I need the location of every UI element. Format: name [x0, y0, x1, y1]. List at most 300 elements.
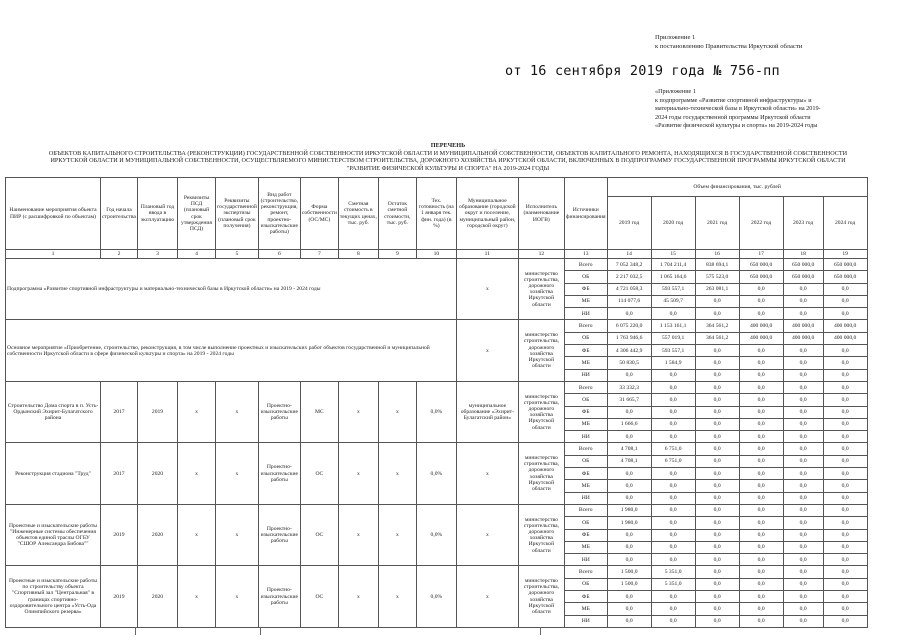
funding-value: 400 000,0 — [783, 320, 823, 332]
sub-appendix-line-4: 2024 годы государственной программы Иркутской области — [655, 113, 811, 121]
object-psd: х — [178, 566, 216, 627]
column-number: 19 — [823, 250, 867, 259]
executor-cell: министерство строительства, дорожного хозяйства Иркутской области — [518, 504, 564, 565]
funding-value: 0,0 — [651, 394, 695, 406]
funding-source: НИ — [564, 554, 607, 566]
object-start: 2019 — [101, 566, 138, 627]
funding-value: 0,0 — [695, 357, 739, 369]
funding-value: 0,0 — [651, 615, 695, 627]
program-name: Подпрограмма «Развитие спортивной инфраструктуры и материально-технической базы в Иркутской области» на 2019 - 2024 годы — [6, 259, 457, 320]
funding-value: 0,0 — [695, 394, 739, 406]
column-header: Муниципальное образование (городской округ и поселение, муниципальный район, городской округ) — [456, 178, 518, 250]
appendix-line-2: к постановлению Правительства Иркутской области — [655, 43, 803, 50]
funding-value: 0,0 — [783, 431, 823, 443]
funding-value: 0,0 — [823, 591, 867, 603]
funding-value: 0,0 — [695, 578, 739, 590]
funding-value: 0,0 — [607, 615, 651, 627]
object-name: Проектные и изыскательские работы по строительству объекта "Спортивный зал "Центральная" в границах спортивно-оздоровительного центра «Усть-Ода Олимпийского резерва» — [6, 566, 101, 627]
funding-value: 0,0 — [739, 578, 783, 590]
object-start: 2017 — [101, 381, 138, 442]
object-cost: х — [338, 504, 378, 565]
object-rest: х — [378, 381, 416, 442]
title-line-2: ОБЪЕКТОВ КАПИТАЛЬНОГО СТРОИТЕЛЬСТВА (РЕКОНСТРУКЦИИ) ГОСУДАРСТВЕННОЙ СОБСТВЕННОСТИ ИРКУТСКОЙ ОБЛАСТИ И МУНИЦИПАЛЬНОЙ СОБСТВЕННОСТИ, ОБЪЕКТОВ КАПИТАЛЬНОГО РЕМОНТА, НАХОДЯЩИХСЯ В ГОСУДАРСТВЕННОЙ СОБСТВЕННОСТИ — [48, 149, 848, 157]
funding-value: 0,0 — [695, 418, 739, 430]
funding-source: ФБ — [564, 283, 607, 295]
funding-value: 0,0 — [651, 406, 695, 418]
column-number: 17 — [739, 250, 783, 259]
funding-value: 0,0 — [695, 455, 739, 467]
funding-value: 0,0 — [739, 357, 783, 369]
municipality-cell: х — [456, 320, 518, 381]
column-number-row — [6, 250, 868, 259]
funding-value: 0,0 — [739, 504, 783, 516]
funding-value: 650 000,0 — [783, 259, 823, 271]
funding-value: 0,0 — [739, 480, 783, 492]
column-header: Сметная стоимость в текущих ценах, тыс. руб. — [338, 178, 378, 250]
funding-value: 0,0 — [695, 308, 739, 320]
funding-value: 4 708,1 — [607, 443, 651, 455]
funding-value: 0,0 — [607, 591, 651, 603]
funding-value: 0,0 — [739, 431, 783, 443]
table-row — [6, 443, 868, 455]
funding-value: 0,0 — [783, 345, 823, 357]
funding-value: 650 000,0 — [739, 259, 783, 271]
page-edge-mark — [260, 627, 262, 635]
funding-value: 0,0 — [783, 578, 823, 590]
funding-value: 0,0 — [823, 578, 867, 590]
funding-value: 0,0 — [823, 492, 867, 504]
sub-appendix-line-3: материально-технической базы в Иркутской области» на 2019- — [655, 105, 821, 113]
funding-value: 0,0 — [651, 418, 695, 430]
funding-value: 400 000,0 — [823, 332, 867, 344]
funding-value: 0,0 — [739, 591, 783, 603]
funding-value: 0,0 — [607, 554, 651, 566]
funding-value: 0,0 — [695, 345, 739, 357]
funding-value: 0,0 — [739, 541, 783, 553]
funding-value: 0,0 — [823, 566, 867, 578]
funding-value: 0,0 — [783, 480, 823, 492]
funding-value: 0,0 — [739, 517, 783, 529]
funding-value: 263 081,1 — [695, 283, 739, 295]
column-number: 13 — [564, 250, 607, 259]
object-psd: х — [178, 443, 216, 504]
funding-source: МБ — [564, 603, 607, 615]
funding-source: НИ — [564, 492, 607, 504]
funding-value: 0,0 — [607, 406, 651, 418]
funding-value: 0,0 — [607, 529, 651, 541]
funding-source: ОБ — [564, 332, 607, 344]
funding-value: 838 694,1 — [695, 259, 739, 271]
funding-value: 593 557,1 — [651, 345, 695, 357]
funding-source: ОБ — [564, 394, 607, 406]
year-header: 2021 год — [695, 197, 739, 250]
funding-value: 33 332,3 — [607, 381, 651, 393]
object-work: Проектно-изыскательские работы — [258, 504, 300, 565]
funding-value: 0,0 — [607, 480, 651, 492]
column-number: 7 — [300, 250, 338, 259]
funding-value: 0,0 — [695, 369, 739, 381]
appendix-line-1: Приложение 1 — [655, 34, 696, 41]
object-exp: х — [216, 443, 259, 504]
funding-value: 0,0 — [695, 529, 739, 541]
funding-value: 0,0 — [783, 615, 823, 627]
municipality-cell: х — [456, 504, 518, 565]
funding-value: 0,0 — [823, 394, 867, 406]
funding-value: 0,0 — [783, 443, 823, 455]
funding-value: 0,0 — [823, 295, 867, 307]
funding-value: 2 217 032,5 — [607, 271, 651, 283]
funding-value: 0,0 — [739, 529, 783, 541]
column-header: Наименование мероприятия объекта ПИР (с расшифровкой по объектам) — [6, 178, 101, 250]
sub-appendix-line-2: к подпрограмме «Развитие спортивной инфраструктуры» и — [655, 96, 812, 104]
column-header: Реквизиты ПСД (плановый срок утверждения ПСД) — [178, 178, 216, 250]
funding-value: 400 000,0 — [823, 320, 867, 332]
column-number: 5 — [216, 250, 259, 259]
funding-value: 0,0 — [695, 603, 739, 615]
table-row — [6, 320, 868, 332]
funding-value: 0,0 — [783, 603, 823, 615]
funding-value: 1 584,9 — [651, 357, 695, 369]
column-header: Плановый год ввода в эксплуатацию — [138, 178, 178, 250]
funding-value: 7 052 348,2 — [607, 259, 651, 271]
year-header: 2022 год — [739, 197, 783, 250]
funding-value: 0,0 — [823, 406, 867, 418]
object-own: ОС — [300, 566, 338, 627]
sub-appendix-line-5: «Развитие физической культуры и спорта» на 2019-2024 годы — [655, 122, 818, 130]
funding-value: 0,0 — [783, 455, 823, 467]
funding-value: 0,0 — [607, 369, 651, 381]
funding-value: 0,0 — [607, 603, 651, 615]
funding-value: 0,0 — [651, 591, 695, 603]
funding-value: 0,0 — [651, 480, 695, 492]
funding-value: 114 077,6 — [607, 295, 651, 307]
column-header: Форма собственности (ОС/МС) — [300, 178, 338, 250]
column-number: 8 — [338, 250, 378, 259]
funding-value: 4 306 442,9 — [607, 345, 651, 357]
funding-value: 0,0 — [783, 541, 823, 553]
object-rest: х — [378, 566, 416, 627]
funding-value: 0,0 — [783, 591, 823, 603]
funding-value: 0,0 — [783, 357, 823, 369]
column-number: 9 — [378, 250, 416, 259]
funding-value: 0,0 — [607, 541, 651, 553]
funding-value: 0,0 — [651, 554, 695, 566]
page-edge-mark — [135, 627, 137, 635]
funding-source: Всего — [564, 504, 607, 516]
funding-source: ФБ — [564, 468, 607, 480]
funding-value: 0,0 — [651, 541, 695, 553]
column-number: 10 — [416, 250, 456, 259]
funding-value: 364 561,2 — [695, 320, 739, 332]
funding-source: ОБ — [564, 578, 607, 590]
funding-value: 0,0 — [823, 431, 867, 443]
funding-value: 0,0 — [783, 406, 823, 418]
table-row — [6, 566, 868, 578]
funding-value: 0,0 — [739, 615, 783, 627]
funding-value: 0,0 — [823, 480, 867, 492]
funding-value: 0,0 — [695, 406, 739, 418]
year-header: 2024 год — [823, 197, 867, 250]
funding-source: МБ — [564, 357, 607, 369]
object-cost: х — [338, 381, 378, 442]
funding-value: 0,0 — [651, 504, 695, 516]
funding-value: 6 751,0 — [651, 455, 695, 467]
funding-value: 0,0 — [651, 468, 695, 480]
funding-value: 0,0 — [695, 480, 739, 492]
object-end: 2020 — [138, 504, 178, 565]
column-number: 18 — [783, 250, 823, 259]
funding-source: Всего — [564, 381, 607, 393]
year-header: 2019 год — [607, 197, 651, 250]
object-psd: х — [178, 504, 216, 565]
funding-value: 0,0 — [823, 308, 867, 320]
funding-value: 0,0 — [823, 517, 867, 529]
funding-value: 0,0 — [783, 492, 823, 504]
funding-source: ОБ — [564, 517, 607, 529]
funding-value: 0,0 — [739, 406, 783, 418]
funding-value: 0,0 — [823, 283, 867, 295]
funding-value: 1 500,0 — [607, 566, 651, 578]
objects-table — [5, 177, 868, 628]
funding-value: 650 000,0 — [823, 259, 867, 271]
column-number: 2 — [101, 250, 138, 259]
object-own: ОС — [300, 443, 338, 504]
funding-source: ОБ — [564, 455, 607, 467]
funding-value: 0,0 — [783, 504, 823, 516]
funding-value: 0,0 — [651, 381, 695, 393]
funding-value: 0,0 — [783, 283, 823, 295]
object-cost: х — [338, 443, 378, 504]
column-number: 3 — [138, 250, 178, 259]
year-header: 2023 год — [783, 197, 823, 250]
object-name: Реконструкция стадиона "Труд" — [6, 443, 101, 504]
funding-value: 0,0 — [695, 504, 739, 516]
year-header: 2020 год — [651, 197, 695, 250]
funding-value: 50 830,5 — [607, 357, 651, 369]
funding-value: 0,0 — [739, 394, 783, 406]
funding-value: 0,0 — [783, 517, 823, 529]
funding-value: 0,0 — [695, 541, 739, 553]
title-line-4: "РАЗВИТИЕ ФИЗИЧЕСКОЙ КУЛЬТУРЫ И СПОРТА" НА 2019-2024 ГОДЫ — [346, 164, 550, 172]
funding-value: 0,0 — [695, 615, 739, 627]
funding-value: 0,0 — [823, 554, 867, 566]
decree-stamp: от 16 сентября 2019 года № 756-пп — [505, 63, 780, 79]
funding-value: 0,0 — [739, 345, 783, 357]
column-header: Исполнитель (наименование ИОГВ) — [518, 178, 564, 250]
funding-source: МБ — [564, 480, 607, 492]
funding-value: 0,0 — [651, 492, 695, 504]
funding-source: ОБ — [564, 271, 607, 283]
column-number: 12 — [518, 250, 564, 259]
funding-value: 0,0 — [607, 308, 651, 320]
funding-value: 0,0 — [823, 369, 867, 381]
funding-value: 650 000,0 — [783, 271, 823, 283]
funding-value: 0,0 — [783, 295, 823, 307]
column-number: 15 — [651, 250, 695, 259]
funding-value: 0,0 — [739, 283, 783, 295]
table-row — [6, 381, 868, 393]
table-row — [6, 504, 868, 516]
funding-value: 0,0 — [651, 369, 695, 381]
funding-value: 0,0 — [823, 468, 867, 480]
executor-cell: министерство строительства, дорожного хозяйства Иркутской области — [518, 320, 564, 381]
funding-value: 1 500,0 — [607, 578, 651, 590]
document-title — [8, 142, 888, 172]
title-line-1: ПЕРЕЧЕНЬ — [430, 142, 466, 149]
sub-appendix-line-1: «Приложение 1 — [655, 88, 696, 95]
funding-value: 0,0 — [783, 308, 823, 320]
funding-value: 0,0 — [651, 517, 695, 529]
funding-value: 593 557,1 — [651, 283, 695, 295]
funding-value: 0,0 — [607, 431, 651, 443]
object-work: Проектно-изыскательские работы — [258, 381, 300, 442]
column-header: Остаток сметной стоимости, тыс. руб. — [378, 178, 416, 250]
object-rest: х — [378, 504, 416, 565]
funding-value: 1 980,0 — [607, 504, 651, 516]
municipality-cell: х — [456, 443, 518, 504]
funding-value: 31 665,7 — [607, 394, 651, 406]
funding-value: 0,0 — [823, 357, 867, 369]
object-ready: 0,0% — [416, 443, 456, 504]
funding-source: НИ — [564, 308, 607, 320]
program-name: Основное мероприятие «Приобретение, строительство, реконструкция, в том числе выполнение проектных и изыскательских работ объектов государственной и муниципальной собственности Иркутской области в сфере физической культуры и спорта» на 2019 - 2024 годы — [6, 320, 457, 381]
object-work: Проектно-изыскательские работы — [258, 566, 300, 627]
object-end: 2020 — [138, 443, 178, 504]
funding-value: 0,0 — [823, 603, 867, 615]
column-header: Год начала строительства — [101, 178, 138, 250]
funding-source: Всего — [564, 259, 607, 271]
funding-value: 0,0 — [739, 566, 783, 578]
funding-value: 400 000,0 — [739, 320, 783, 332]
funding-value: 0,0 — [607, 468, 651, 480]
funding-value: 650 000,0 — [739, 271, 783, 283]
funding-value: 4 721 058,3 — [607, 283, 651, 295]
funding-value: 0,0 — [695, 517, 739, 529]
object-exp: х — [216, 566, 259, 627]
funding-value: 6 751,0 — [651, 443, 695, 455]
funding-value: 0,0 — [783, 566, 823, 578]
table-row — [6, 259, 868, 271]
column-number: 14 — [607, 250, 651, 259]
funding-value: 0,0 — [823, 504, 867, 516]
funding-source: ФБ — [564, 591, 607, 603]
funding-value: 45 509,7 — [651, 295, 695, 307]
funding-source: Всего — [564, 566, 607, 578]
object-ready: 0,0% — [416, 566, 456, 627]
appendix-header — [655, 33, 802, 51]
object-end: 2020 — [138, 566, 178, 627]
funding-value: 0,0 — [695, 295, 739, 307]
funding-value: 1 153 161,1 — [651, 320, 695, 332]
header-row — [6, 178, 868, 197]
funding-value: 0,0 — [695, 431, 739, 443]
column-number: 4 — [178, 250, 216, 259]
executor-cell: министерство строительства, дорожного хозяйства Иркутской области — [518, 381, 564, 442]
funding-value: 0,0 — [823, 418, 867, 430]
funding-value: 0,0 — [739, 455, 783, 467]
funding-value: 0,0 — [739, 603, 783, 615]
funding-value: 5 351,0 — [651, 578, 695, 590]
funding-value: 1 666,6 — [607, 418, 651, 430]
object-name: Проектные и изыскательские работы "Инженерные системы обеспечения объектов единой траслы ОГБУ "СШОР Александра Бибова"" — [6, 504, 101, 565]
funding-value: 0,0 — [651, 603, 695, 615]
column-header: Источники финансирования — [564, 178, 607, 250]
municipality-cell: х — [456, 566, 518, 627]
funding-value: 0,0 — [651, 431, 695, 443]
funding-source: МБ — [564, 418, 607, 430]
funding-source: МБ — [564, 295, 607, 307]
funding-value: 0,0 — [695, 468, 739, 480]
title-line-3: ИРКУТСКОЙ ОБЛАСТИ И МУНИЦИПАЛЬНОЙ СОБСТВЕННОСТИ, ОСУЩЕСТВЛЯЕМОГО МИНИСТЕРСТВОМ СТРОИТЕЛЬСТВА, ДОРОЖНОГО ХОЗЯЙСТВА ИРКУТСКОЙ ОБЛАСТИ, ВКЛЮЧЕННЫХ В ПОДПРОГРАММУ ГОСУДАРСТВЕННОЙ ПРОГРАММЫ ИРКУТСКОЙ ОБЛАСТИ — [50, 157, 846, 165]
funding-value: 0,0 — [783, 369, 823, 381]
funding-value: 0,0 — [695, 443, 739, 455]
page-edge-mark — [540, 627, 542, 635]
funding-source: НИ — [564, 615, 607, 627]
funding-value: 0,0 — [783, 394, 823, 406]
funding-source: НИ — [564, 369, 607, 381]
column-header: Вид работ (строительство, реконструкция, ремонт, проектно-изыскательские работы) — [258, 178, 300, 250]
funding-value: 400 000,0 — [739, 332, 783, 344]
funding-value: 0,0 — [739, 295, 783, 307]
funding-value: 6 075 220,0 — [607, 320, 651, 332]
funding-value: 1 704 211,4 — [651, 259, 695, 271]
funding-source: НИ — [564, 431, 607, 443]
funding-source: ФБ — [564, 345, 607, 357]
object-exp: х — [216, 504, 259, 565]
funding-value: 0,0 — [695, 591, 739, 603]
funding-value: 364 561,2 — [695, 332, 739, 344]
object-ready: 0,0% — [416, 504, 456, 565]
funding-source: Всего — [564, 443, 607, 455]
funding-value: 0,0 — [783, 529, 823, 541]
object-end: 2019 — [138, 381, 178, 442]
column-header: Реквизиты государственной экспертизы (плановый срок получения) — [216, 178, 259, 250]
funding-value: 0,0 — [739, 369, 783, 381]
column-number: 16 — [695, 250, 739, 259]
funding-source: ФБ — [564, 406, 607, 418]
object-ready: 0,0% — [416, 381, 456, 442]
funding-value: 0,0 — [783, 381, 823, 393]
executor-cell: министерство строительства, дорожного хозяйства Иркутской области — [518, 259, 564, 320]
object-rest: х — [378, 443, 416, 504]
funding-value: 0,0 — [739, 492, 783, 504]
object-cost: х — [338, 566, 378, 627]
funding-value: 0,0 — [783, 418, 823, 430]
object-start: 2017 — [101, 443, 138, 504]
funding-value: 0,0 — [823, 345, 867, 357]
funding-source: МБ — [564, 541, 607, 553]
object-psd: х — [178, 381, 216, 442]
object-name: Строительство Дома спорта в п. Усть-Ордынский Эхирит-Булагатского района — [6, 381, 101, 442]
executor-cell: министерство строительства, дорожного хозяйства Иркутской области — [518, 443, 564, 504]
object-own: ОС — [300, 504, 338, 565]
funding-value: 0,0 — [823, 541, 867, 553]
funding-value: 0,0 — [783, 554, 823, 566]
municipality-cell: муниципальное образование «Эхирит-Булагатский район» — [456, 381, 518, 442]
funding-value: 0,0 — [739, 443, 783, 455]
object-work: Проектно-изыскательские работы — [258, 443, 300, 504]
sub-appendix-header — [655, 88, 895, 131]
funding-value: 0,0 — [823, 443, 867, 455]
object-own: МС — [300, 381, 338, 442]
municipality-cell: х — [456, 259, 518, 320]
column-header: Тех. готовность (на 1 января тек. фин. года) (в %) — [416, 178, 456, 250]
funding-value: 5 351,0 — [651, 566, 695, 578]
executor-cell: министерство строительства, дорожного хозяйства Иркутской области — [518, 566, 564, 627]
funding-value: 1 763 946,6 — [607, 332, 651, 344]
funding-value: 0,0 — [823, 615, 867, 627]
funding-value: 0,0 — [651, 308, 695, 320]
